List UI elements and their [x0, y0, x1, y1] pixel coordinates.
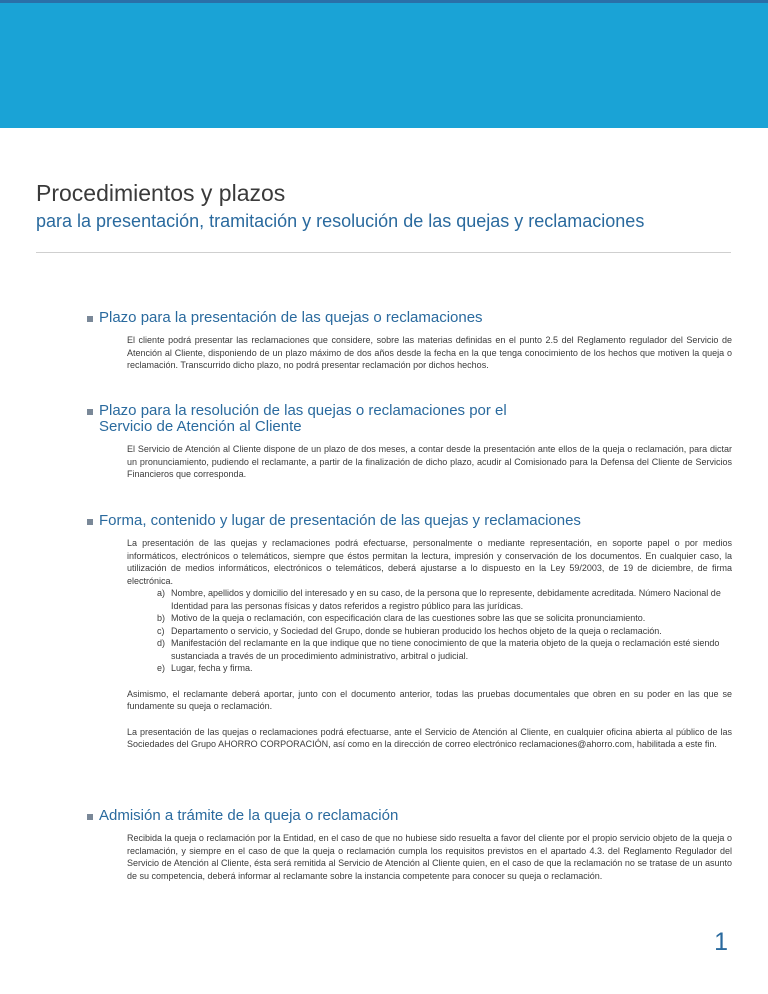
section-forma-contenido-lugar	[86, 513, 732, 751]
page-title: Procedimientos y plazos	[36, 180, 286, 206]
list-item: c) Departamento o servicio, y Sociedad del Grupo, donde se hubieran producido los hechos objeto de la queja o reclamación.	[157, 625, 662, 636]
square-bullet-icon	[87, 814, 93, 820]
section-paragraph: El cliente podrá presentar las reclamaciones que considere, sobre las materias definidas en el punto 2.5 del Reglamento regulador del Servicio de Atención al Cliente, disponiendo de un plazo máximo de dos años desde la fecha en la que tenga conocimiento de los hechos que motiven la queja o reclamación. Transcurrido dicho plazo, no podrá presentar reclamación por dichos hechos.	[127, 335, 732, 370]
section-title: Forma, contenido y lugar de presentación de las quejas y reclamaciones	[99, 512, 581, 529]
list-item: b) Motivo de la queja o reclamación, con especificación clara de las cuestiones sobre las que se solicita pronunciamiento.	[157, 613, 646, 623]
list-item: d) Manifestación del reclamante en la que indique que no tiene conocimiento de que la materia objeto de la queja o reclamación esté siendo sustanciada a través de un procedimiento administrativo, arbitral o judicial.	[157, 638, 720, 661]
square-bullet-icon	[87, 316, 93, 322]
square-bullet-icon	[87, 519, 93, 525]
section-paragraph: La presentación de las quejas y reclamaciones podrá efectuarse, personalmente o mediante representación, en soporte papel o por medios informáticos, electrónicos o telemáticos, siempre que éstos permitan la lectura, impresión y conservación de los documentos. En cualquier caso, la utilización de medios informáticos, electrónicos o telemáticos, deberá ajustarse a lo dispuesto en la Ley 59/2003, de 19 de diciembre, de firma electrónica.	[127, 538, 732, 586]
requirements-list	[86, 587, 732, 675]
section-title-line2: Servicio de Atención al Cliente	[99, 418, 302, 435]
section-paragraph: Asimismo, el reclamante deberá aportar, junto con el documento anterior, todas las pruebas documentales que obren en su poder en las que se fundamente su queja o reclamación.	[127, 688, 732, 711]
section-title: Plazo para la presentación de las quejas o reclamaciones	[99, 309, 483, 326]
section-paragraph: El Servicio de Atención al Cliente dispone de un plazo de dos meses, a contar desde la presentación ante ellos de la queja o reclamación, para dictar un pronunciamiento, pudiendo el reclamante, a partir de la finalización de dicho plazo, acudir al Comisionado para la Defensa del Cliente de Servicios Financieros que corresponda.	[127, 444, 732, 479]
section-plazo-presentacion	[86, 310, 732, 372]
section-admision-tramite	[86, 808, 732, 882]
page-subtitle: para la presentación, tramitación y resolución de las quejas y reclamaciones	[36, 211, 645, 231]
section-title: Admisión a trámite de la queja o reclamación	[99, 807, 399, 824]
section-plazo-resolucion	[86, 403, 732, 481]
section-title-line1: Plazo para la resolución de las quejas o reclamaciones por el	[99, 402, 507, 419]
square-bullet-icon	[87, 409, 93, 415]
section-heading	[86, 808, 732, 824]
section-paragraph-email: La presentación de las quejas o reclamaciones podrá efectuarse, ante el Servicio de Atención al Cliente, en cualquier oficina abierta al público de las Sociedades del Grupo AHORRO CORPORACIÓN, así como en la dirección de correo electrónico reclamaciones@ahorro.com, habilitada a este fin.	[127, 726, 732, 749]
section-paragraph: Recibida la queja o reclamación por la Entidad, en el caso de que no hubiese sido resuelta a favor del cliente por el propio servicio objeto de la queja o reclamación, y siempre en el caso de que la queja o reclamación cumpla los requisitos previstos en el apartado 4.3. del Reglamento Regulador del Servicio de Atención al Cliente, ésta será remitida al Servicio de Atención al Cliente quien, en el caso de que la reclamación no se tratase de un asunto de su competencia, deberá informar al reclamante sobre la instancia competente para conocer su queja o reclamación.	[127, 833, 732, 881]
header-banner	[0, 3, 768, 128]
title-divider	[36, 252, 731, 253]
list-item: a) Nombre, apellidos y domicilio del interesado y en su caso, de la persona que lo represente, debidamente acreditada. Número Nacional de Identidad para las personas físicas y datos referidos a registro público para las jurídicas.	[157, 588, 721, 611]
page-number: 1	[714, 928, 728, 956]
list-item: e) Lugar, fecha y firma.	[157, 663, 253, 673]
section-heading	[86, 403, 732, 435]
section-heading	[86, 513, 732, 529]
section-heading	[86, 310, 732, 326]
